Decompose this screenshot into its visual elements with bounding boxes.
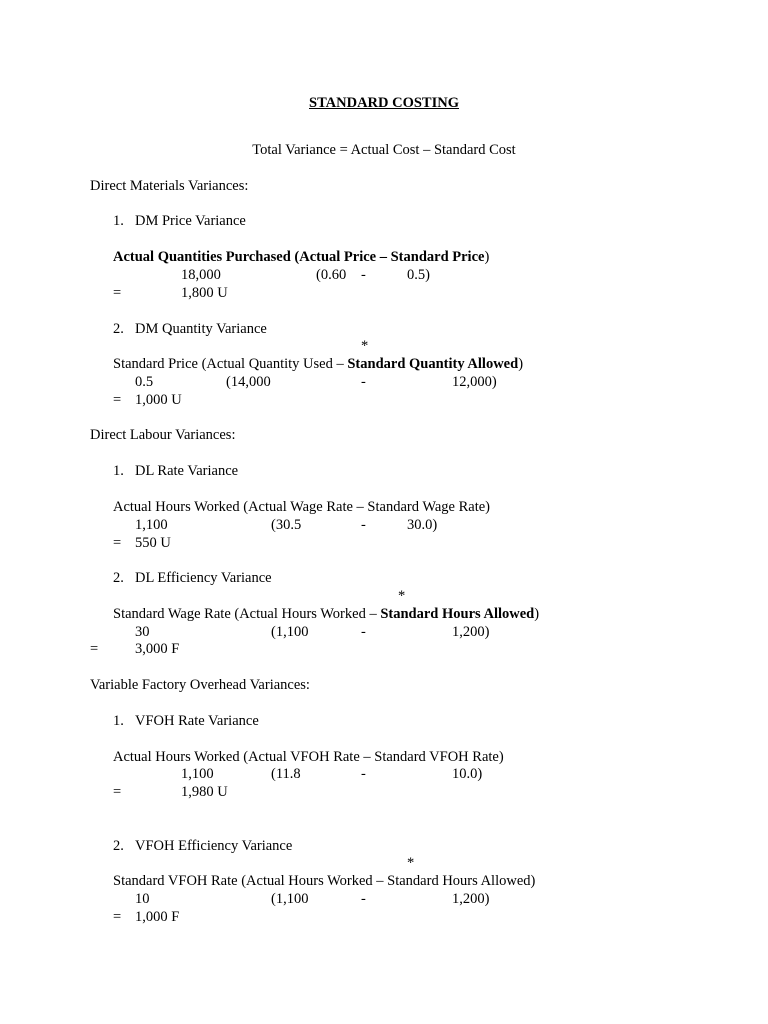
dm-quantity-operator: -: [361, 374, 366, 390]
dm-price-formula: Actual Quantities Purchased (Actual Price – Standard Price): [113, 249, 490, 265]
dm-price-value-3: 0.5): [407, 267, 430, 283]
dm-heading: Direct Materials Variances:: [90, 178, 249, 194]
dm-quantity-formula: Standard Price (Actual Quantity Used – Standard Quantity Allowed): [113, 356, 524, 372]
vfoh-heading: Variable Factory Overhead Variances:: [90, 677, 310, 693]
vfoh-rate-number: 1.: [113, 713, 124, 729]
vfoh-efficiency-result: 1,000 F: [135, 909, 180, 925]
dl-efficiency-number: 2.: [113, 570, 124, 586]
dm-quantity-number: 2.: [113, 321, 124, 337]
dl-efficiency-star: *: [398, 588, 406, 604]
page-title: STANDARD COSTING: [309, 95, 459, 111]
dm-price-value-2: (0.60: [316, 267, 347, 283]
vfoh-rate-equals: =: [113, 784, 122, 800]
dl-efficiency-value-1: 30: [135, 624, 150, 640]
dl-efficiency-value-3: 1,200): [452, 624, 490, 640]
vfoh-rate-value-2: (11.8: [271, 766, 301, 782]
vfoh-efficiency-label: VFOH Efficiency Variance: [135, 838, 293, 854]
dm-price-label: DM Price Variance: [135, 213, 246, 229]
dl-efficiency-value-2: (1,100: [271, 624, 309, 640]
dm-quantity-value-2: (14,000: [226, 374, 271, 390]
vfoh-rate-operator: -: [361, 766, 366, 782]
vfoh-efficiency-star: *: [407, 855, 415, 871]
dm-price-value-1: 18,000: [181, 267, 221, 283]
vfoh-efficiency-value-1: 10: [135, 891, 150, 907]
dm-price-operator: -: [361, 267, 366, 283]
dm-price-number: 1.: [113, 213, 124, 229]
dm-quantity-value-3: 12,000): [452, 374, 497, 390]
dl-efficiency-formula: Standard Wage Rate (Actual Hours Worked – Standard Hours Allowed): [113, 606, 540, 622]
vfoh-rate-value-3: 10.0): [452, 766, 483, 782]
dl-rate-operator: -: [361, 517, 366, 533]
dl-rate-equals: =: [113, 535, 122, 551]
dm-price-result: 1,800 U: [181, 285, 228, 301]
dl-rate-value-2: (30.5: [271, 517, 302, 533]
vfoh-rate-value-1: 1,100: [181, 766, 214, 782]
dl-efficiency-operator: -: [361, 624, 366, 640]
dm-quantity-equals: =: [113, 392, 122, 408]
dl-rate-formula: Actual Hours Worked (Actual Wage Rate – Standard Wage Rate): [113, 499, 491, 515]
vfoh-efficiency-value-3: 1,200): [452, 891, 490, 907]
dl-efficiency-result: 3,000 F: [135, 641, 180, 657]
dl-efficiency-label: DL Efficiency Variance: [135, 570, 272, 586]
dm-quantity-label: DM Quantity Variance: [135, 321, 267, 337]
dm-quantity-result: 1,000 U: [135, 392, 182, 408]
dl-rate-value-3: 30.0): [407, 517, 438, 533]
vfoh-efficiency-number: 2.: [113, 838, 124, 854]
vfoh-efficiency-formula: Standard VFOH Rate (Actual Hours Worked – Standard Hours Allowed): [113, 873, 536, 889]
dm-quantity-value-1: 0.5: [135, 374, 154, 390]
total-variance-formula: Total Variance = Actual Cost – Standard Cost: [252, 142, 516, 158]
dl-rate-result: 550 U: [135, 535, 171, 551]
vfoh-efficiency-equals: =: [113, 909, 122, 925]
dl-rate-number: 1.: [113, 463, 124, 479]
dm-quantity-star: *: [361, 338, 369, 354]
dl-efficiency-equals: =: [90, 641, 99, 657]
vfoh-rate-formula: Actual Hours Worked (Actual VFOH Rate – Standard VFOH Rate): [113, 749, 504, 765]
dl-rate-value-1: 1,100: [135, 517, 168, 533]
dm-price-equals: =: [113, 285, 122, 301]
vfoh-rate-result: 1,980 U: [181, 784, 228, 800]
dl-rate-label: DL Rate Variance: [135, 463, 239, 479]
vfoh-rate-label: VFOH Rate Variance: [135, 713, 259, 729]
dl-heading: Direct Labour Variances:: [90, 427, 236, 443]
vfoh-efficiency-operator: -: [361, 891, 366, 907]
vfoh-efficiency-value-2: (1,100: [271, 891, 309, 907]
